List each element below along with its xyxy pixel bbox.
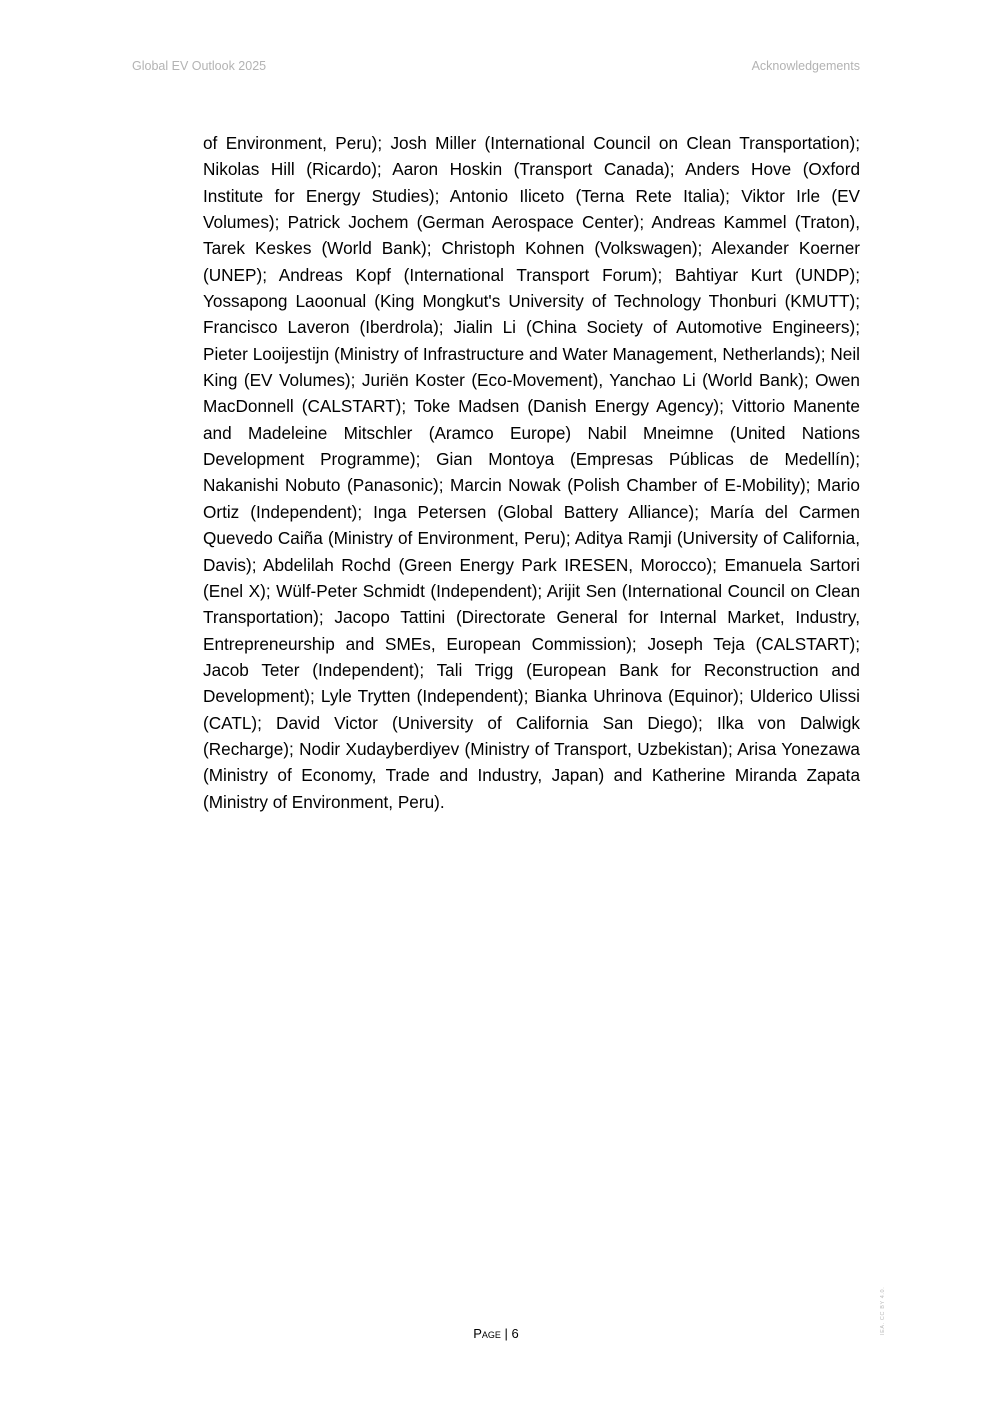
page-separator: | — [500, 1326, 512, 1341]
acknowledgements-paragraph: of Environment, Peru); Josh Miller (International Council on Clean Transportation); Nikolas Hill (Ricardo); Aaron Hoskin (Transport Canada); Anders Hove (Oxford Institute for Energy Studies); Antonio Iliceto (Terna Rete Italia); Viktor Irle (EV Volumes); Patrick Jochem (German Aerospace Center); Andreas Kammel (Traton), Tarek Keskes (World Bank); Christoph Kohnen (Volkswagen); Alexander Koerner (UNEP); Andreas Kopf (International Transport Forum); Bahtiyar Kurt (UNDP); Yossapong Laoonual (King Mongkut's University of Technology Thonburi (KMUTT); Francisco Laveron (Iberdrola); Jialin Li (China Society of Automotive Engineers); Pieter Looijestijn (Ministry of Infrastructure and Water Management, Netherlands); Neil King (EV Volumes); Juriën Koster (Eco-Movement), Yanchao Li (World Bank); Owen MacDonnell (CALSTART); Toke Madsen (Danish Energy Agency); Vittorio Manente and Madeleine Mitschler (Aramco Europe) Nabil Mneimne (United Nations Development Programme); Gian Montoya (Empresas Públicas de Medellín); Nakanishi Nobuto (Panasonic); Marcin Nowak (Polish Chamber of E-Mobility); Mario Ortiz (Independent); Inga Petersen (Global Battery Alliance); María del Carmen Quevedo Caiña (Ministry of Environment, Peru); Aditya Ramji (University of California, Davis); Abdelilah Rochd (Green Energy Park IRESEN, Morocco); Emanuela Sartori (Enel X); Wülf-Peter Schmidt (Independent); Arijit Sen (International Council on Clean Transportation); Jacopo Tattini (Directorate General for Internal Market, Industry, Entrepreneurship and SMEs, European Commission); Joseph Teja (CALSTART); Jacob Teter (Independent); Tali Trigg (European Bank for Reconstruction and Development); Lyle Trytten (Independent); Bianka Uhrinova (Equinor); Ulderico Ulissi (CATL); David Victor (University of California San Diego); Ilka von Dalwigk (Recharge); Nodir Xudayberdiyev (Ministry of Transport, Uzbekistan); Arisa Yonezawa (Ministry of Economy, Trade and Industry, Japan) and Katherine Miranda Zapata (Ministry of Environment, Peru). — [203, 133, 860, 812]
page-label: Page — [473, 1326, 501, 1341]
page-footer — [0, 1326, 992, 1341]
section-title: Acknowledgements — [751, 59, 860, 73]
page-number: 6 — [511, 1326, 519, 1341]
report-title: Global EV Outlook 2025 — [132, 59, 267, 73]
running-header — [132, 59, 860, 75]
license-mark: IEA. CC BY 4.0. — [880, 1286, 886, 1335]
